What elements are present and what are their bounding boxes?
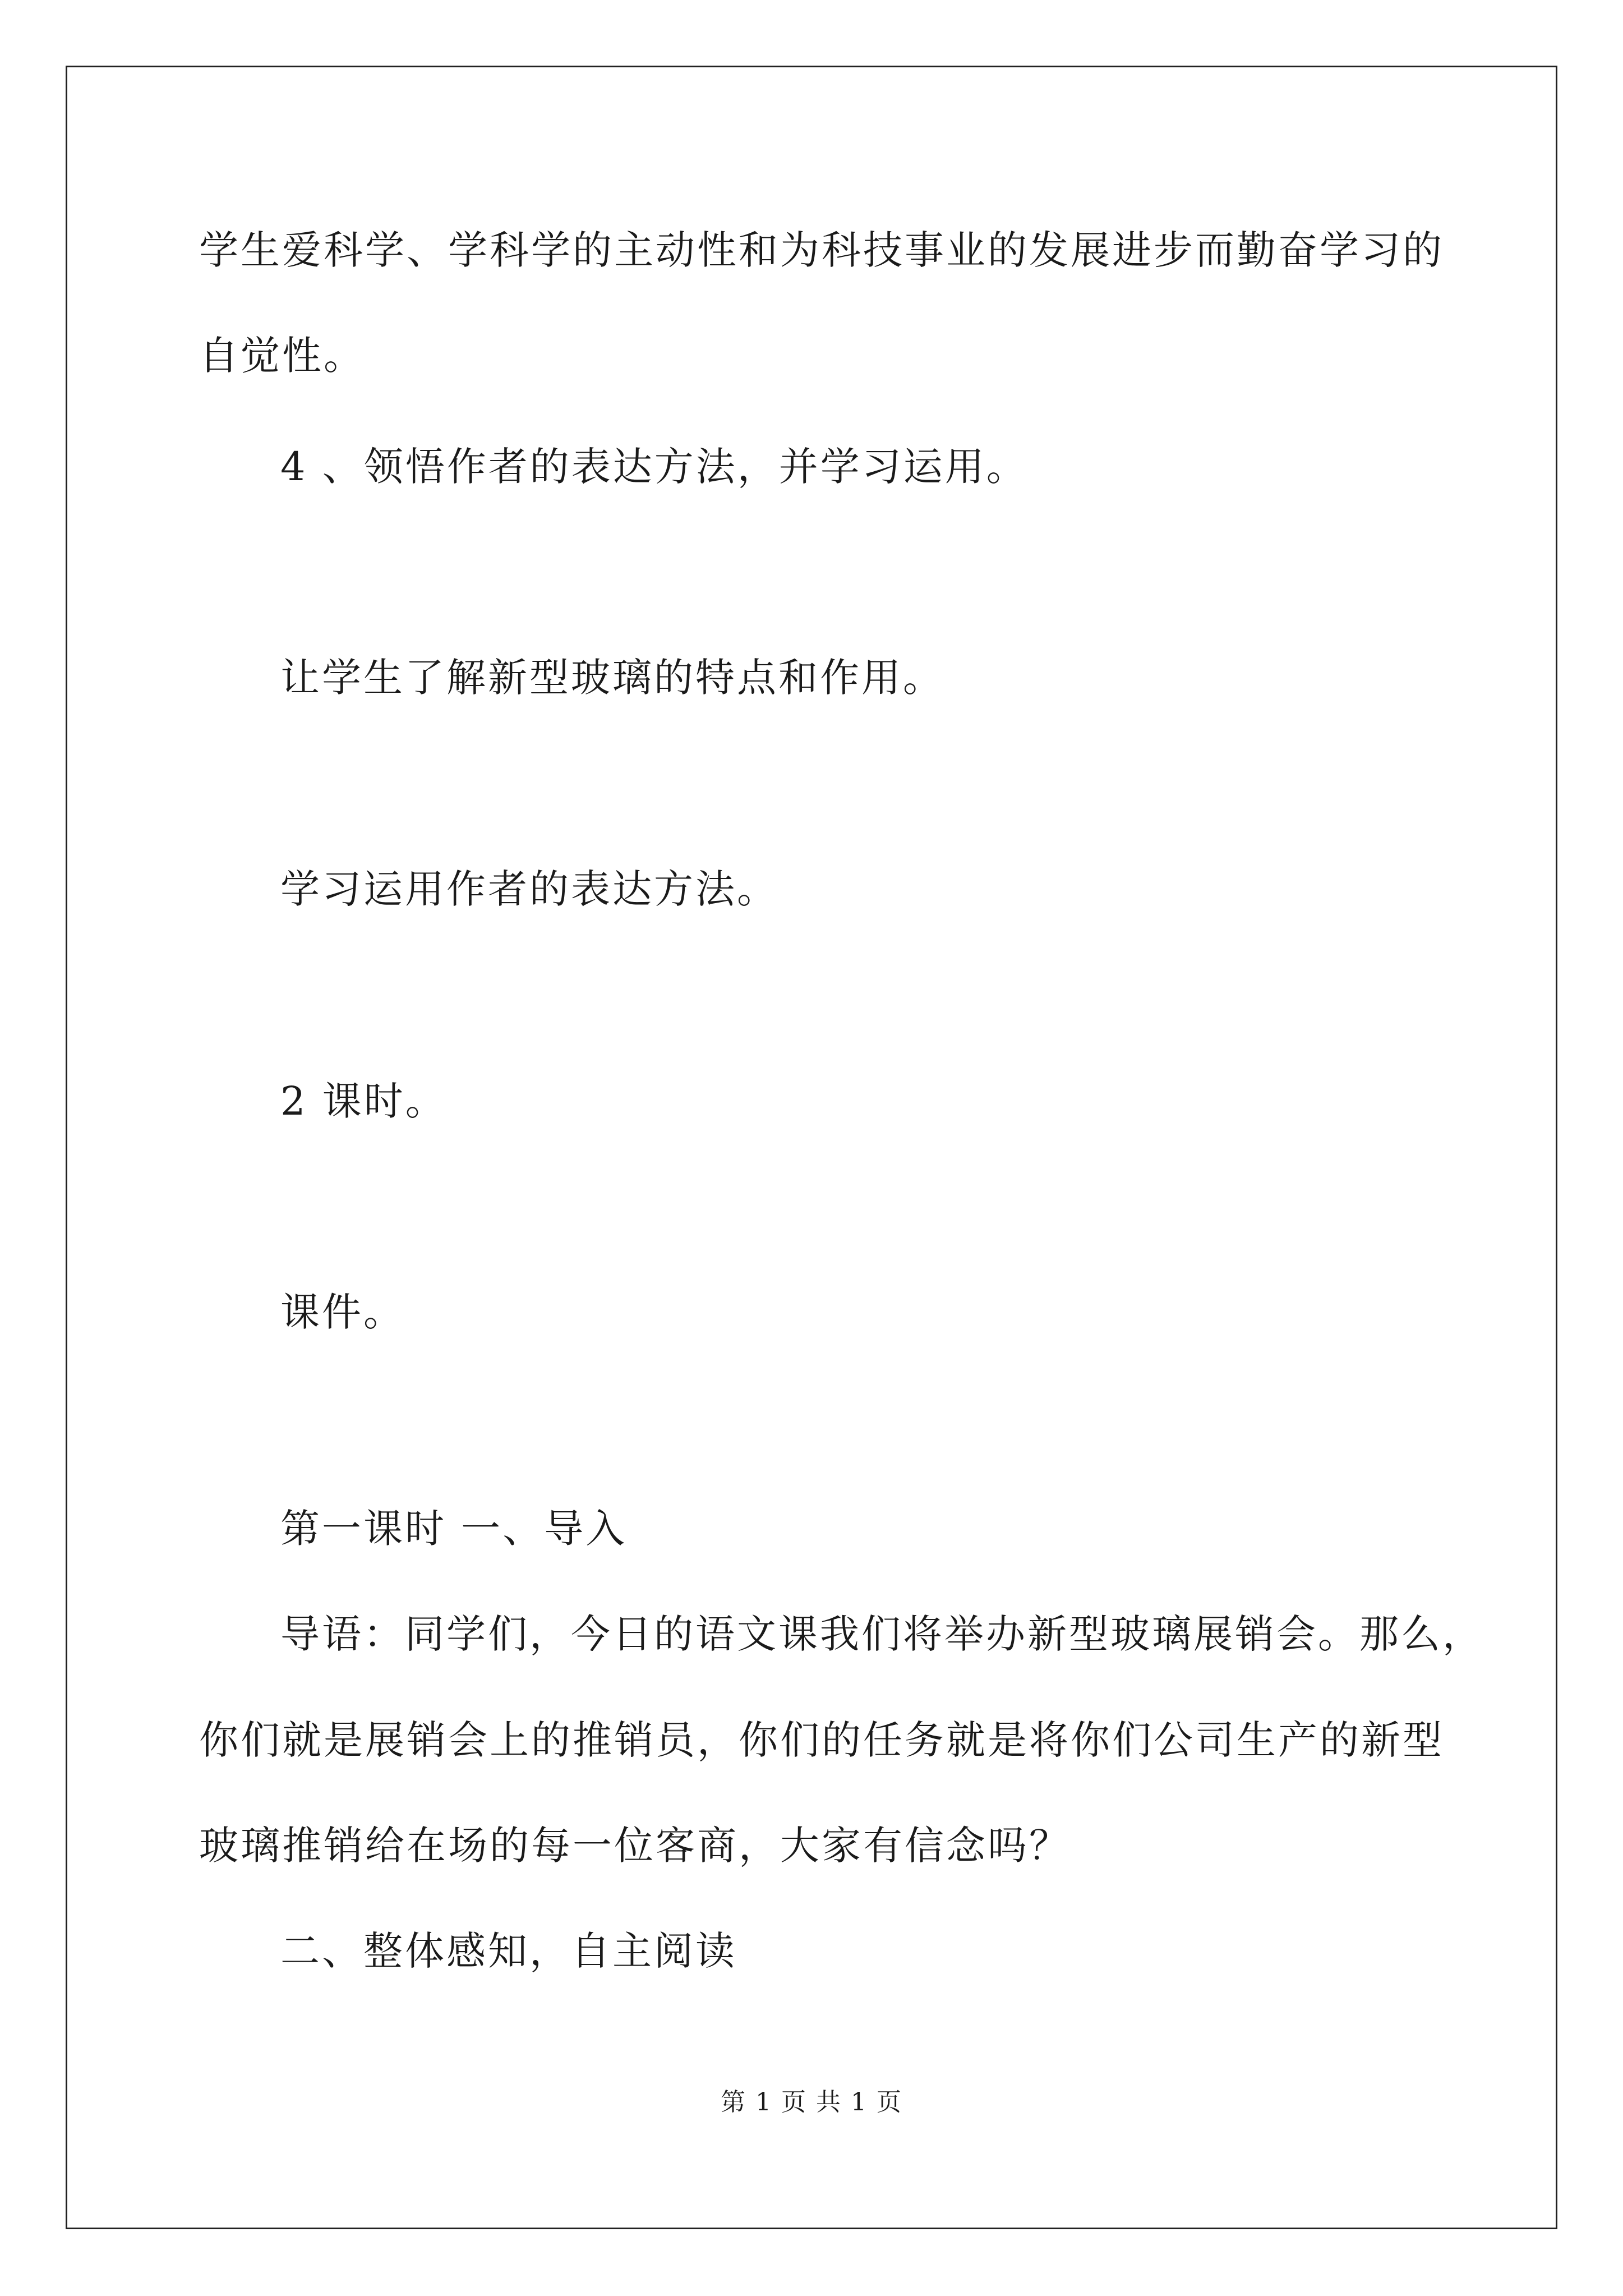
body-text-line: 导语：同学们，今日的语文课我们将举办新型玻璃展销会。那么， xyxy=(280,1611,1484,1657)
body-text-line: 学生爱科学、学科学的主动性和为科技事业的发展进步而勤奋学习的 xyxy=(199,227,1444,273)
page-number-footer: 第 1 页 共 1 页 xyxy=(721,2088,902,2116)
body-text-line: 玻璃推销给在场的每一位客商，大家有信念吗？ xyxy=(199,1823,1071,1869)
section-heading: 二、整体感知，自主阅读 xyxy=(280,1928,737,1974)
body-text-line: 课件。 xyxy=(280,1289,405,1335)
body-text-line: 让学生了解新型玻璃的特点和作用。 xyxy=(280,655,944,701)
list-item-4: 4 、领悟作者的表达方法，并学习运用。 xyxy=(280,444,1028,490)
body-text-line: 自觉性。 xyxy=(199,333,365,379)
page-border xyxy=(66,66,1557,2229)
section-heading: 第一课时 一、导入 xyxy=(280,1506,628,1552)
body-text-line: 你们就是展销会上的推销员，你们的任务就是将你们公司生产的新型 xyxy=(199,1717,1444,1763)
body-text-line: 2 课时。 xyxy=(280,1078,447,1124)
body-text-line: 学习运用作者的表达方法。 xyxy=(280,866,778,912)
